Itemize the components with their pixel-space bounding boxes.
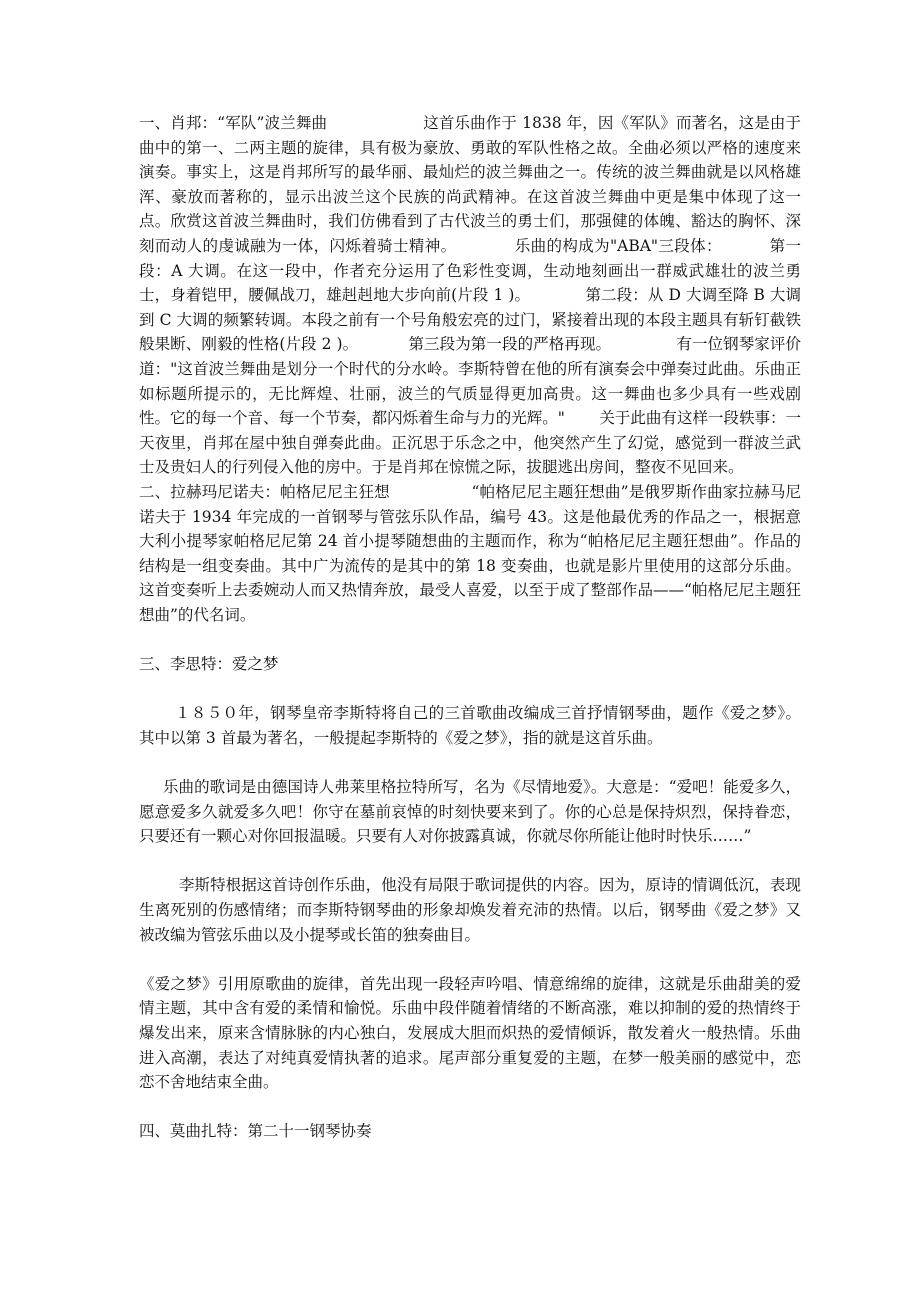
spacer <box>139 677 801 702</box>
spacer <box>139 947 801 972</box>
spacer <box>139 627 801 652</box>
section-3-paragraph-2: 乐曲的歌词是由德国诗人弗莱里格拉特所写，名为《尽情地爱》。大意是：“爱吧！能爱多久，愿意爱多久就爱多久吧！你守在墓前哀悼的时刻快要来到了。你的心总是保持炽烈，保持眷恋，只要还有一颗心对你回报温暖。只要有人对你披露真诚，你就尽你所能让他时时快乐……” <box>139 778 801 846</box>
section-3-paragraph-1: １８５０年，钢琴皇帝李斯特将自己的三首歌曲改编成三首抒情钢琴曲，题作《爱之梦》。其中以第 3 首最为著名，一般提起李斯特的《爱之梦》，指的就是这首乐曲。 <box>139 704 801 747</box>
section-3-title: 三、李思特：爱之梦 <box>139 655 279 674</box>
spacer <box>139 750 801 775</box>
spacer <box>139 1095 801 1120</box>
section-3-paragraph-3: 李斯特根据这首诗创作乐曲，他没有局限于歌词提供的内容。因为，原诗的情调低沉，表现生离死别的伤感情绪；而李斯特钢琴曲的形象却焕发着充沛的热情。以后，钢琴曲《爱之梦》又被改编为管弦乐曲以及小提琴或长笛的独奏曲目。 <box>139 876 801 944</box>
section-2-rachmaninoff: 二、拉赫玛尼诺夫：帕格尼尼主狂想 “帕格尼尼主题狂想曲”是俄罗斯作曲家拉赫马尼诺夫于 1934 年完成的一首钢琴与管弦乐队作品，编号 43。这是他最优秀的作品之一，根据意大利小提琴家帕格尼尼第 24 首小提琴随想曲的主题而作，称为“帕格尼尼主题狂想曲”。作品的结构是一组变奏曲。其中广为流传的是其中的第 18 变奏曲，也就是影片里使用的这部分乐曲。这首变奏听上去委婉动人而又热情奔放，最受人喜爱，以至于成了整部作品——“帕格尼尼主题狂想曲”的代名词。 <box>139 482 801 624</box>
section-1-chopin: 一、肖邦：“军队”波兰舞曲 这首乐曲作于 1838 年，因《军队》而著名，这是由于曲中的第一、二两主题的旋律，具有极为豪放、勇敢的军队性格之故。全曲必须以严格的速度来演奏。事实上，这是肖邦所写的最华丽、最灿烂的波兰舞曲之一。传统的波兰舞曲就是以风格雄浑、豪放而著称的，显示出波兰这个民族的尚武精神。在这首波兰舞曲中更是集中体现了这一点。欣赏这首波兰舞曲时，我们仿佛看到了古代波兰的勇士们，那强健的体魄、豁达的胸怀、深刻而动人的虔诚融为一体，闪烁着骑士精神。 乐曲的构成为"ABA"三段体： 第一段：A 大调。在这一段中，作者充分运用了色彩性变调，生动地刻画出一群威武雄壮的波兰勇士，身着铠甲，腰佩战刀，雄赳赳地大步向前(片段 1 )。 第二段：从 D 大调至降 B 大调到 C 大调的频繁转调。本段之前有一个号角般宏亮的过门，紧接着出现的本段主题具有斩钉截铁般果断、刚毅的性格(片段 2 )。 第三段为第一段的严格再现。 有一位钢琴家评价道："这首波兰舞曲是划分一个时代的分水岭。李斯特曾在他的所有演奏会中弹奏过此曲。乐曲正如标题所提示的，无比辉煌、壮丽，波兰的气质显得更加高贵。这一舞曲也多少具有一些戏剧性。它的每一个音、每一个节奏，都闪烁着生命与力的光辉。" 关于此曲有这样一段轶事：一天夜里，肖邦在屋中独自弹奏此曲。正沉思于乐念之中，他突然产生了幻觉，感觉到一群波兰武士及贵妇人的行列侵入他的房中。于是肖邦在惊慌之际，拔腿逃出房间，整夜不见回来。 <box>139 114 801 477</box>
section-3-paragraph-4: 《爱之梦》引用原歌曲的旋律，首先出现一段轻声吟唱、情意绵绵的旋律，这就是乐曲甜美的爱情主题，其中含有爱的柔情和愉悦。乐曲中段伴随着情绪的不断高涨，难以抑制的爱的热情终于爆发出来，原来含情脉脉的内心独白，发展成大胆而炽热的爱情倾诉，散发着火一般热情。乐曲进入高潮，表达了对纯真爱情执著的追求。尾声部分重复爱的主题，在梦一般美丽的感觉中，恋恋不舍地结束全曲。 <box>139 974 801 1092</box>
section-4-title: 四、莫曲扎特：第二十一钢琴协奏 <box>139 1122 372 1141</box>
document-page <box>139 111 801 1144</box>
spacer <box>139 849 801 874</box>
